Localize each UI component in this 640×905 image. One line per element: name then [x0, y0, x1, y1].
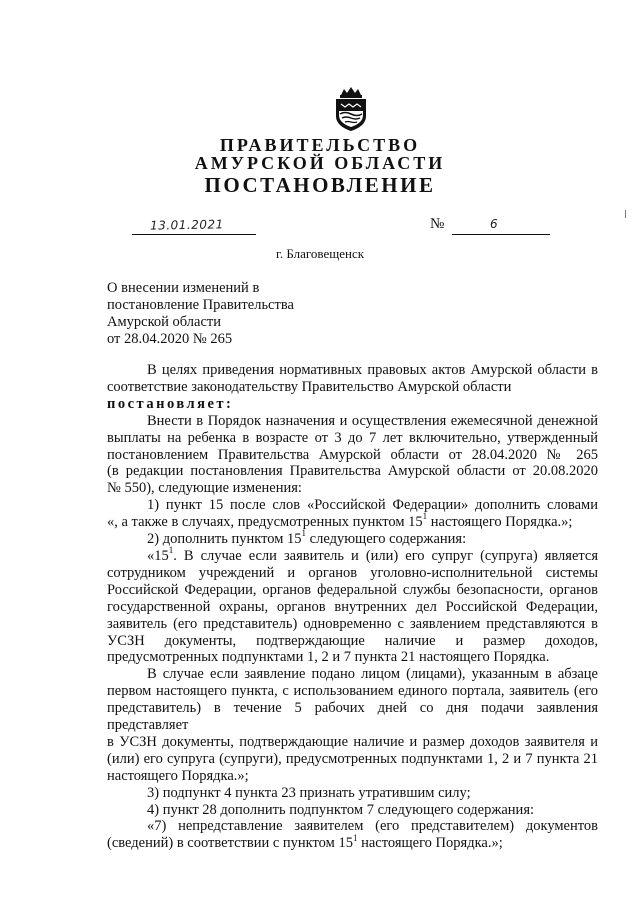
body-line: «, а также в случаях, предусмотренных пунктом $15^1$ настоящего Порядка.»; [107, 511, 573, 531]
body-line: государственной охраны, органов внутренних дел Российской Федерации, [107, 598, 598, 615]
document-body [107, 362, 598, 852]
body-line: В случае если заявление подано лицом (лицами), указанным в абзаце [147, 666, 598, 683]
body-line: в УСЗН документы, подтверждающие наличие и размер доходов заявителя и [107, 733, 598, 750]
body-line: Внести в Порядок назначения и осуществления ежемесячной денежной [147, 412, 598, 429]
margin-mark [625, 210, 626, 218]
body-line: 4) пункт 28 дополнить подпунктом 7 следующего содержания: [147, 801, 535, 818]
body-line: настоящего Порядка.»; [107, 767, 249, 784]
subject-line: постановление Правительства [107, 297, 294, 313]
body-line: сотрудником учреждений и органов уголовно-исполнительной системы [107, 564, 598, 581]
number-label: № [430, 216, 445, 232]
body-line: (сведений) в соответствии с пунктом $15^1$ настоящего Порядка.»; [107, 832, 503, 852]
subject-line: Амурской области [107, 314, 221, 330]
subject-line: О внесении изменений в [107, 280, 260, 296]
body-line: В целях приведения нормативных правовых актов Амурской области в [147, 362, 598, 378]
city-name: г. Благовещенск [275, 246, 365, 261]
handwritten-number: 6 [490, 217, 498, 231]
body-line: УСЗН документы, подтверждающие наличие и размер доходов, [107, 632, 598, 649]
document-type-title: ПОСТАНОВЛЕНИЕ [204, 173, 436, 197]
body-line: соответствие законодательству Правительство Амурской области [107, 378, 512, 395]
body-line: «7) непредставление заявителем (его представителем) документов [147, 818, 598, 835]
body-line: 2) дополнить пунктом $15^1$ следующего содержания: [147, 528, 467, 548]
body-line: первом настоящего пункта, с использованием единого портала, заявитель (его [107, 683, 598, 700]
government-name-line2: АМУРСКОЙ ОБЛАСТИ [194, 153, 446, 173]
body-line: предусмотренных подпунктами 1, 2 и 7 пункта 21 настоящего Порядка. [107, 649, 550, 666]
document-subject [107, 280, 294, 348]
body-line: Российской Федерации, органов федеральной службы безопасности, органов [107, 581, 598, 598]
body-line: (в редакции постановления Правительства Амурской области от 20.08.2020 [107, 463, 598, 480]
body-line: постановлением Правительства Амурской области от 28.04.2020 № 265 [107, 446, 598, 463]
handwritten-date: 13.01.2021 [149, 217, 224, 233]
body-line: 3) подпункт 4 пункта 23 признать утратившим силу; [147, 784, 471, 801]
body-line: № 550), следующие изменения: [107, 480, 302, 497]
body-line: «$15^1$. В случае если заявитель и (или) его супруг (супруга) является [147, 545, 598, 564]
coat-of-arms-icon [330, 86, 372, 132]
body-line: 1) пункт 15 после слов «Российской Федерации» дополнить словами [147, 497, 598, 514]
subject-line: от 28.04.2020 № 265 [107, 331, 233, 347]
resolves-word: постановляет: [107, 395, 234, 412]
body-line: (или) его супруга (супруги), предусмотренных подпунктами 1, 2 и 7 пункта 21 [107, 750, 598, 767]
number-underline [452, 220, 550, 235]
body-line: представитель) в течение 5 рабочих дней со дня подачи заявления представляет [107, 700, 598, 734]
government-name-line1: ПРАВИТЕЛЬСТВО [219, 135, 421, 155]
body-line: заявитель (его представитель) одновременно с заявлением представляются в [107, 615, 598, 632]
body-line: выплаты на ребенка в возрасте от 3 до 7 лет включительно, утвержденный [107, 429, 598, 446]
